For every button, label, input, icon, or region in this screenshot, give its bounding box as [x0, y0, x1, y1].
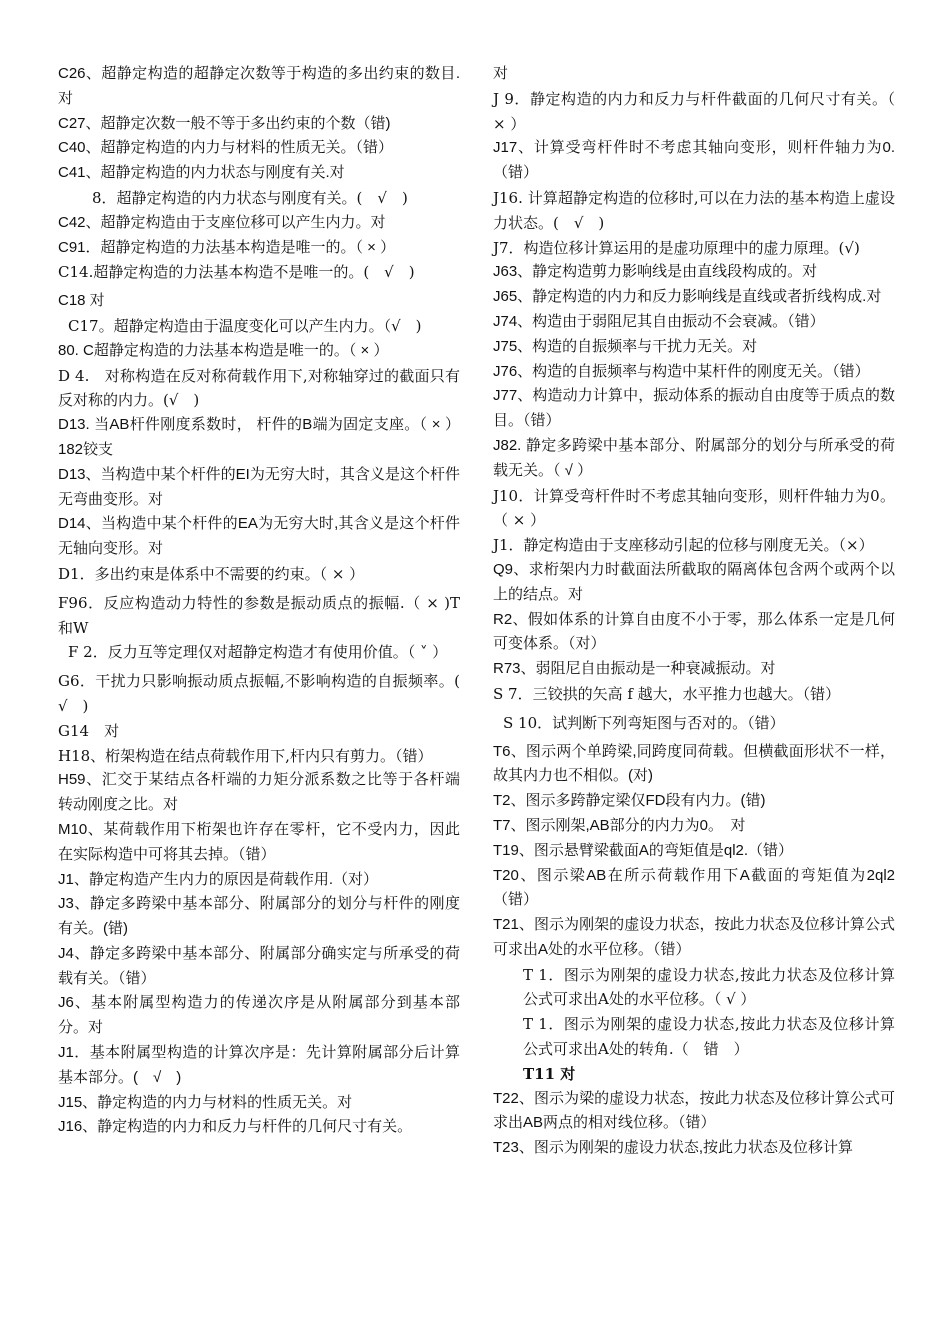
statement-c14: C14.超静定构造的力法基本构造不是唯一的。( √ )	[58, 263, 415, 282]
statement-c27: C27、超静定次数一般不等于多出约束的个数（错)	[58, 114, 391, 132]
statement-t19: T19、图示悬臂梁截面A的弯矩值是ql2.（错）	[493, 841, 794, 859]
statement-j74: J74、构造由于弱阻尼其自由振动不会衰减。（错）	[493, 312, 825, 330]
statement-t22: T22、图示为梁的虚设力状态，按此力状态及位移计算公式可求出AB两点的相对线位移。（错）	[493, 1089, 895, 1132]
statement-m10: M10、某荷载作用下桁架也许存在零杆，它不受内力，因此在实际构造中可将其去掉。（错）	[58, 820, 460, 863]
statement-c26: C26、超静定构造的超静定次数等于构造的多出约束的数目.对	[58, 65, 460, 107]
statement-j6: J6、基本附属型构造力的传递次序是从附属部分到基本部分。对	[58, 994, 460, 1037]
statement-d13-b: D13、当构造中某个杆件的EI为无穷大时，其含义是这个杆件无弯曲变形。对	[58, 465, 460, 508]
statement-t7: T7、图示刚架,AB部分的内力为0。 对	[493, 816, 746, 834]
statement-j1-a: J1、静定构造产生内力的原因是荷载作用.（对）	[58, 870, 379, 888]
right-column	[493, 62, 895, 1161]
statement-c18: C18 对	[58, 292, 105, 310]
statement-s7: S 7．三铰拱的矢高 f 越大，水平推力也越大。（错）	[493, 684, 841, 703]
statement-80: 80. C超静定构造的力法基本构造是唯一的。（ × ）	[58, 341, 389, 359]
statement-s10: S 10．试判断下列弯矩图与否对的。（错）	[503, 713, 785, 732]
statement-j15: J15、静定构造的内力与材料的性质无关。对	[58, 1093, 353, 1111]
statement-t20: T20、图示梁AB在所示荷载作用下A截面的弯矩值为2ql2（错）	[493, 866, 895, 909]
statement-j7: J7．构造位移计算运用的是虚功原理中的虚力原理。(√)	[493, 238, 860, 257]
left-column	[58, 62, 476, 1140]
statement-d1: D1．多出约束是体系中不需要的约束。（ × ）	[58, 564, 365, 583]
statement-f96: F96．反应构造动力特性的参数是振动质点的振幅.（ × )T和W	[58, 593, 460, 637]
statement-j3: J3、静定多跨梁中基本部分、附属部分的划分与杆件的刚度有关。(错)	[58, 895, 460, 938]
statement-t23: T23、图示为刚架的虚设力状态,按此力状态及位移计算	[493, 1139, 854, 1157]
statement-h59: H59、汇交于某结点各杆端的力矩分派系数之比等于各杆端转动刚度之比。对	[58, 771, 460, 814]
statement-j17: J17、计算受弯杆件时不考虑其轴向变形，则杆件轴力为0.（错）	[493, 139, 895, 182]
statement-j77: J77、构造动力计算中，振动体系的振动自由度等于质点的数目。（错）	[493, 387, 895, 430]
statement-c17: C17。超静定构造由于温度变化可以产生内力。（√ )	[68, 316, 422, 335]
statement-j10: J10．计算受弯杆件时不考虑其轴向变形，则杆件轴力为0。（ × ）	[493, 486, 895, 530]
statement-j63: J63、静定构造剪力影响线是由直线段构成的。对	[493, 263, 818, 281]
statement-j76: J76、构造的自振频率与构造中某杆件的刚度无关。（错）	[493, 362, 870, 380]
statement-j9: J 9．静定构造的内力和反力与杆件截面的几何尺寸有关。（ × ）	[493, 89, 895, 133]
statement-t1-b: T 1．图示为刚架的虚设力状态,按此力状态及位移计算公式可求出A处的转角.（ 错 ）	[523, 1015, 895, 1059]
statement-t6: T6、图示两个单跨梁,同跨度同荷载。但横截面形状不一样，故其内力也不相似。(对)	[493, 742, 895, 785]
statement-continuation: 对	[493, 65, 509, 82]
statement-8: 8．超静定构造的内力状态与刚度有关。( √ )	[92, 188, 408, 207]
statement-j1-c: J1．静定构造由于支座移动引起的位移与刚度无关。（×）	[493, 536, 874, 555]
statement-r2: R2、假如体系的计算自由度不小于零，那么体系一定是几何可变体系。（对）	[493, 610, 895, 653]
statement-c41: C41、超静定构造的内力状态与刚度有关.对	[58, 164, 345, 182]
statement-q9: Q9、求桁架内力时截面法所截取的隔离体包含两个或两个以上的结点。对	[493, 560, 895, 603]
statement-h18: H18、桁架构造在结点荷载作用下,杆内只有剪力。（错）	[58, 746, 433, 765]
statement-d4: D 4. 对称构造在反对称荷载作用下,对称轴穿过的截面只有反对称的内力。(√ )	[58, 366, 460, 410]
statement-r73: R73、弱阻尼自由振动是一种衰减振动。对	[493, 660, 776, 678]
statement-g6: G6．干扰力只影响振动质点振幅,不影响构造的自振频率。( √ )	[58, 672, 476, 715]
statement-d14: D14、当构造中某个杆件的EA为无穷大时,其含义是这个杆件无轴向变形。对	[58, 515, 460, 558]
statement-t21: T21、图示为刚架的虚设力状态，按此力状态及位移计算公式可求出A处的水平位移。（错）	[493, 916, 895, 958]
statement-c42: C42、超静定构造由于支座位移可以产生内力。对	[58, 213, 386, 231]
statement-d13-a: D13. 当AB杆件刚度系数时， 杆件的B端为固定支座。（ × ）182铰支	[58, 416, 460, 458]
statement-j82: J82. 静定多跨梁中基本部分、附属部分的划分与所承受的荷载无关。（ √ ）	[493, 436, 895, 479]
statement-c91: C91．超静定构造的力法基本构造是唯一的。（ × ）	[58, 238, 396, 256]
statement-t1-a: T 1．图示为刚架的虚设力状态,按此力状态及位移计算公式可求出A处的水平位移。（ √ ）	[523, 965, 895, 1009]
statement-f2: F 2．反力互等定理仅对超静定构造才有使用价值。（ ˅ ）	[68, 643, 448, 662]
statement-j65: J65、静定构造的内力和反力影响线是直线或者折线构成.对	[493, 288, 882, 306]
statement-j75: J75、构造的自振频率与干扰力无关。对	[493, 337, 758, 355]
statement-t2: T2、图示多跨静定梁仅FD段有内力。(错)	[493, 792, 766, 810]
statement-j16-a: J16、静定构造的内力和反力与杆件的几何尺寸有关。	[58, 1118, 413, 1136]
statement-t11: T11 对	[523, 1064, 576, 1083]
statement-j16-b: J16. 计算超静定构造的位移时,可以在力法的基本构造上虚设力状态。( √ )	[493, 188, 895, 232]
statement-j1-b: J1．基本附属型构造的计算次序是：先计算附属部分后计算基本部分。( √ )	[58, 1044, 460, 1086]
statement-g14: G14 对	[58, 721, 120, 740]
statement-j4: J4、静定多跨梁中基本部分、附属部分确实定与所承受的荷载有关。（错）	[58, 944, 460, 987]
statement-c40: C40、超静定构造的内力与材料的性质无关。（错）	[58, 139, 394, 157]
